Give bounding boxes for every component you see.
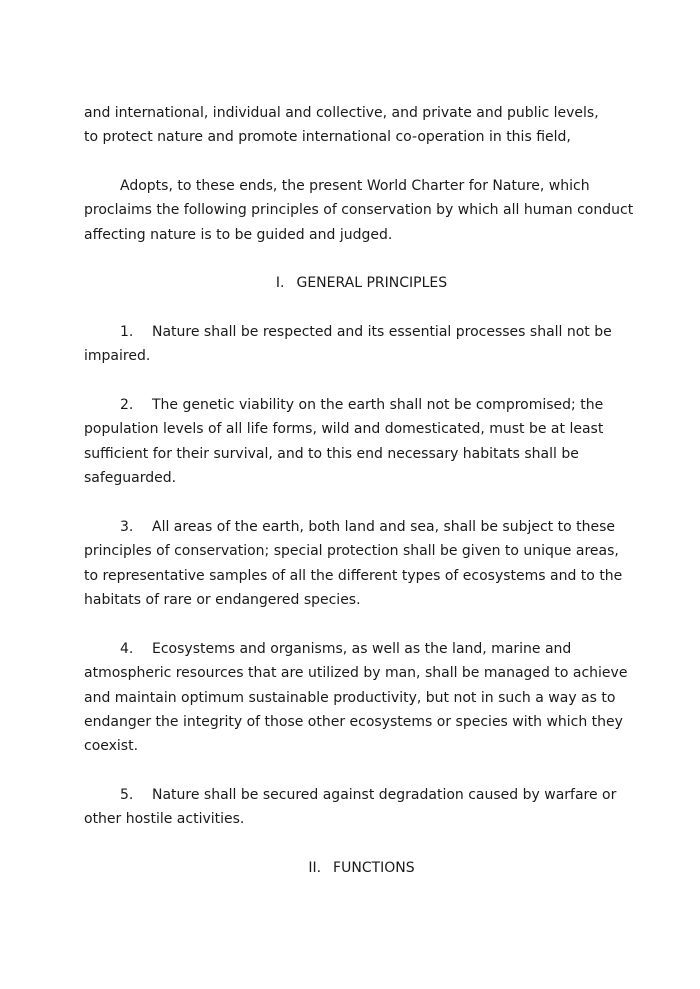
paragraph-line [84,320,614,344]
preamble-continuation [84,101,614,150]
paragraph-line: habitats of rare or endangered species. [84,591,361,608]
paragraph-line: to protect nature and promote international co-operation in this field, [84,129,571,146]
principle-text: All areas of the earth, both land and sea, shall be subject to these [152,519,615,535]
section-heading-general-principles [84,271,639,295]
paragraph-line: and maintain optimum sustainable productivity, but not in such a way as to [84,689,616,706]
paragraph-line: principles of conservation; special protection shall be given to unique areas, [84,543,619,560]
principle-number: 1. [120,324,134,340]
principle-5 [84,783,617,832]
paragraph-line: coexist. [84,738,139,755]
principle-text: Ecosystems and organisms, as well as the land, marine and [152,641,572,657]
principle-number: 4. [120,641,134,657]
principle-2 [84,393,614,490]
paragraph-line [84,783,617,807]
paragraph-line: to representative samples of all the different types of ecosystems and to the [84,567,623,584]
principle-text: The genetic viability on the earth shall not be compromised; the [152,397,604,413]
paragraph-line: proclaims the following principles of conservation by which all human conduct [84,202,634,219]
paragraph-line: impaired. [84,348,151,365]
paragraph-line: other hostile activities. [84,811,245,828]
principle-number: 2. [120,397,134,413]
section-numeral: II. [308,860,322,876]
adopts-paragraph [84,174,634,247]
paragraph-line [84,393,614,417]
paragraph-line: affecting nature is to be guided and judged. [84,226,393,243]
section-title: GENERAL PRINCIPLES [296,275,448,291]
paragraph-line [84,637,614,661]
principle-text: Nature shall be secured against degradation caused by warfare or [152,787,617,803]
paragraph-line: atmospheric resources that are utilized by man, shall be managed to achieve [84,665,628,682]
paragraph-line: sufficient for their survival, and to this end necessary habitats shall be [84,445,579,462]
principle-3 [84,515,623,612]
principle-number: 5. [120,787,134,803]
paragraph-line: safeguarded. [84,469,177,486]
section-heading-functions [84,856,639,880]
principle-number: 3. [120,519,134,535]
paragraph-line: Adopts, to these ends, the present World Charter for Nature, which [120,178,590,194]
principle-4 [84,637,628,758]
section-numeral: I. [275,275,285,291]
paragraph-line: population levels of all life forms, wild and domesticated, must be at least [84,421,604,438]
section-title: FUNCTIONS [333,860,415,876]
paragraph-line [84,515,614,539]
paragraph-line: and international, individual and collective, and private and public levels, [84,105,599,121]
principle-text: Nature shall be respected and its essential processes shall not be [152,324,612,340]
paragraph-line: endanger the integrity of those other ecosystems or species with which they [84,713,623,730]
principle-1 [84,320,614,369]
